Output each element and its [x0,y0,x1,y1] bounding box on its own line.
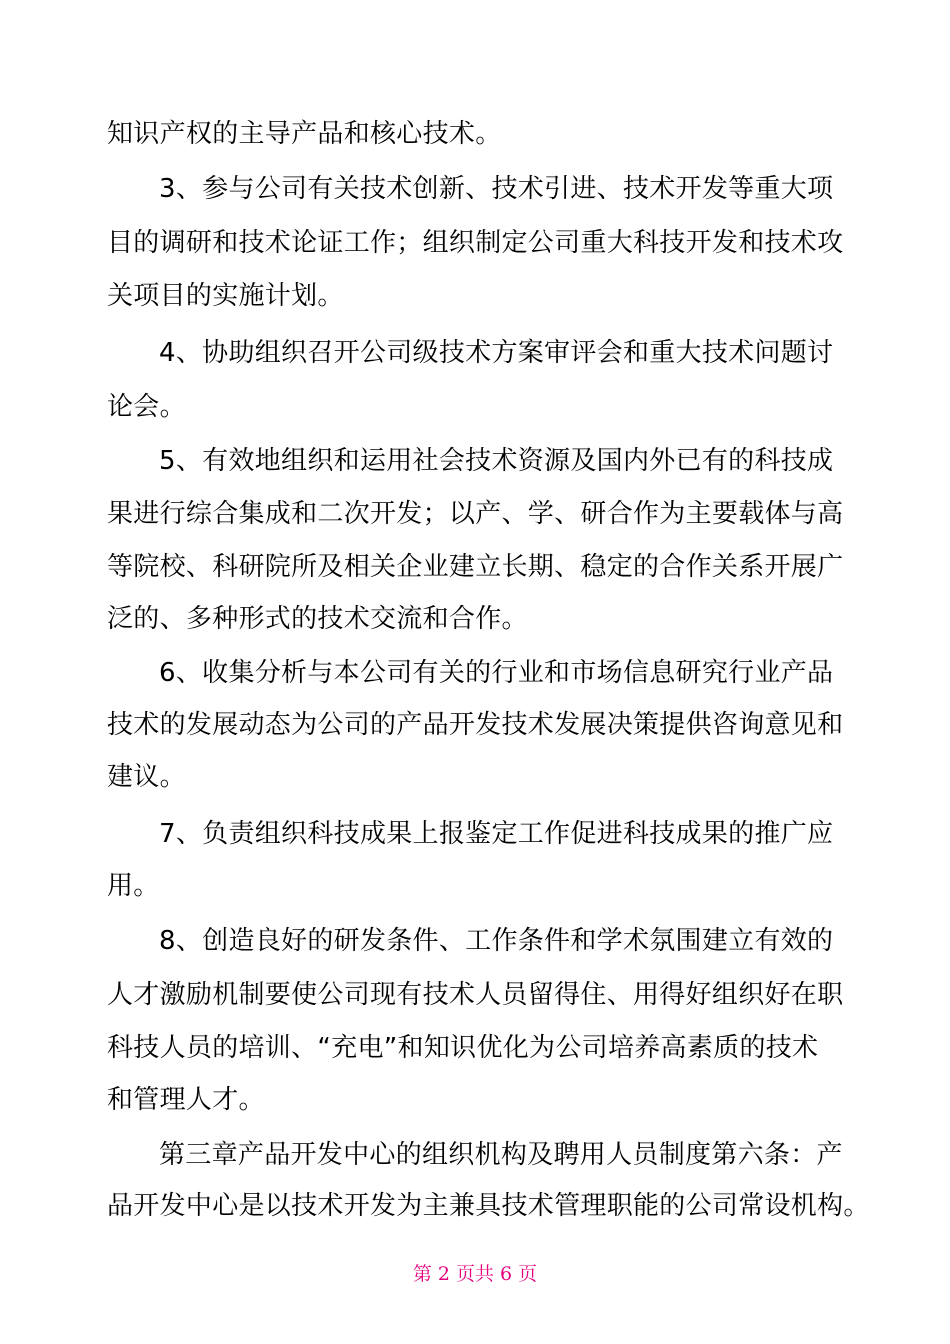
body-text-line: 知识产权的主导产品和核心技术。 [107,119,502,149]
body-text-line: 建议。 [107,762,186,792]
body-text-line: 和管理人才。 [107,1085,265,1115]
body-text-line: 3、参与公司有关技术创新、技术引进、技术开发等重大项 [159,174,834,204]
body-text-line: 论会。 [107,392,186,422]
body-text-line: 第三章产品开发中心的组织机构及聘用人员制度第六条：产 [159,1140,843,1170]
body-text-line: 4、协助组织召开公司级技术方案审评会和重大技术问题讨 [159,338,834,368]
body-text-line: 等院校、科研院所及相关企业建立长期、稳定的合作关系开展广 [107,552,844,582]
body-text-line: 5、有效地组织和运用社会技术资源及国内外已有的科技成 [159,446,834,476]
body-text-line: 6、收集分析与本公司有关的行业和市场信息研究行业产品 [159,658,834,688]
body-text-line: 8、创造良好的研发条件、工作条件和学术氛围建立有效的 [159,926,834,956]
body-text-line: 用。 [107,871,160,901]
body-text-line: 品开发中心是以技术开发为主兼具技术管理职能的公司常设机构。 [107,1191,870,1221]
body-text-line: 关项目的实施计划。 [107,281,344,311]
body-text-line: 果进行综合集成和二次开发；以产、学、研合作为主要载体与高 [107,499,844,529]
body-text-line: 人才激励机制要使公司现有技术人员留得住、用得好组织好在职 [107,980,844,1010]
page-number-footer: 第 2 页共 6 页 [412,1263,538,1285]
body-text-line: 科技人员的培训、“充电”和知识优化为公司培养高素质的技术 [107,1033,819,1063]
body-text-line: 技术的发展动态为公司的产品开发技术发展决策提供咨询意见和 [107,710,844,740]
body-text-line: 泛的、多种形式的技术交流和合作。 [107,604,528,634]
body-text-line: 目的调研和技术论证工作；组织制定公司重大科技开发和技术攻 [107,228,844,258]
body-text-line: 7、负责组织科技成果上报鉴定工作促进科技成果的推广应 [159,819,834,849]
